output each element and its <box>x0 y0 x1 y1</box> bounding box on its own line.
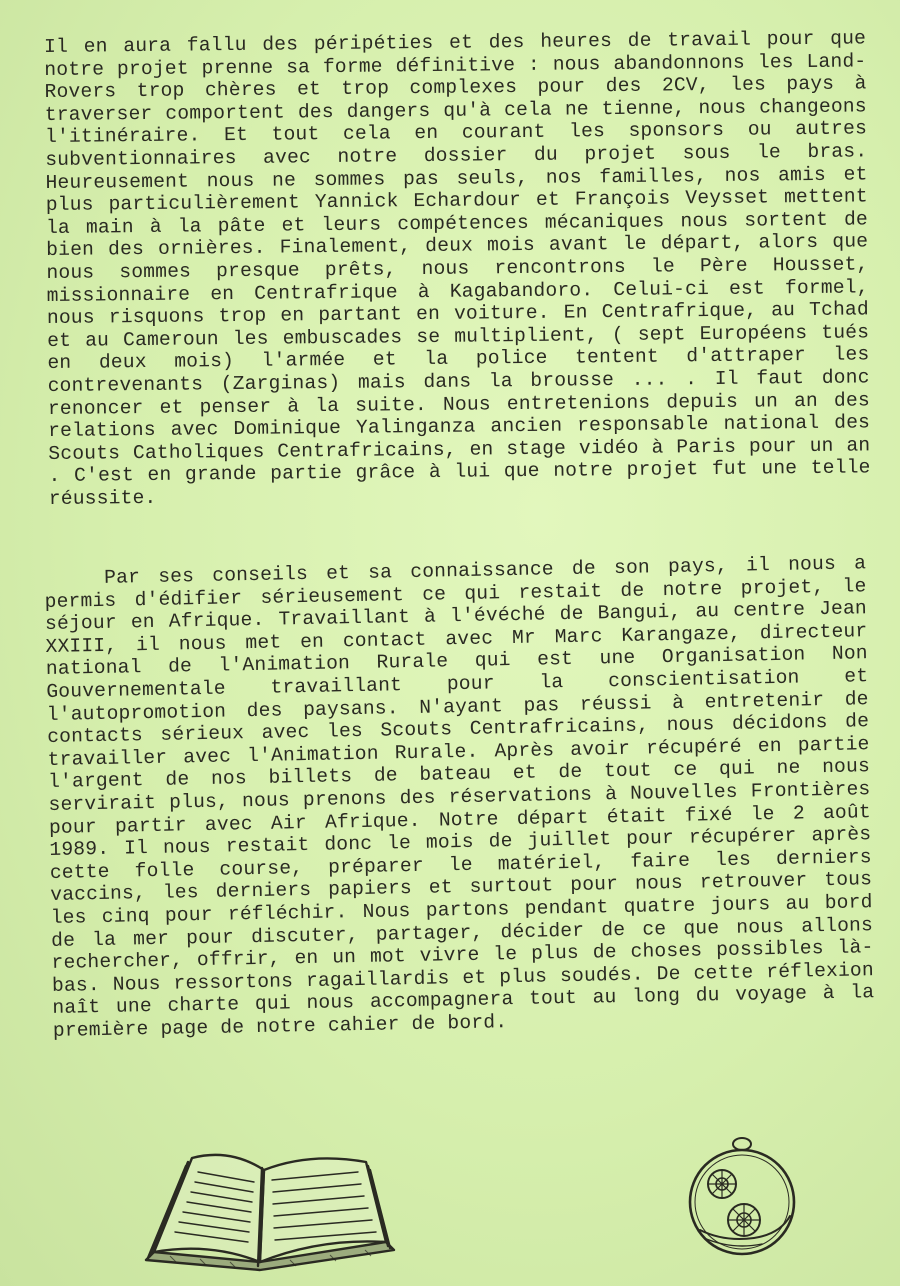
paragraph-2: Par ses conseils et sa connaissance de son pays, il nous a permis d'édifier sérieusement ce qui restait de notre projet, le séjour en Afrique. Travaillant à l'évéché de Bangui, au centre Jean XXIII, il nous met en contact avec Mr Marc Karangaze, directeur national de l'Animation Rurale qui est une Organisation Non Gouvernementale travaillant pour la conscientisation et l'autopromotion des paysans. N'ayant pas réussi à entretenir de contacts sérieux avec les Scouts Centrafricains, nous décidons de travailler avec l'Animation Rurale. Après avoir récupéré en partie l'argent de nos billets de bateau et de tout ce qui ne nous servirait plus, nous prenons des réservations à Nouvelles Frontières pour partir avec Air Afrique. Notre départ était fixé le 2 août 1989. Il nous restait donc le mois de juillet pour récupérer après cette folle course, préparer le matériel, faire les derniers vaccins, les derniers papiers et surtout pour nous retrouver tous les cinq pour réfléchir. Nous partons pendant quatre jours au bord de la mer pour discuter, partager, décider de ce que nous allons rechercher, offrir, en un mot vivre le plus de choses possibles là-bas. Nous ressortons ragaillardis et plus soudés. De cette réflexion naît une charte qui nous accompagnera tout au long du voyage à la première page de notre cahier de bord. <box>44 552 875 1042</box>
open-book-icon <box>140 1142 400 1276</box>
medallion-icon <box>684 1134 800 1258</box>
paragraph-1: Il en aura fallu des péripéties et des heures de travail pour que notre projet prenne sa forme définitive : nous abandonnons les Land-Rovers trop chères et trop complexes pour des 2CV, les pays à traverser comportent des dangers qu'à cela ne tienne, nous changeons l'itinéraire. Et tout cela en courant les sponsors ou autres subventionnaires avec notre dossier du projet sous le bras. Heureusement nous ne sommes pas seuls, nos familles, nos amis et plus particulièrement Yannick Echardour et François Veysset mettent la main à la pâte et leurs compétences mécaniques nous sortent de bien des ornières. Finalement, deux mois avant le départ, alors que nous sommes presque prêts, nous rencontrons le Père Housset, missionnaire en Centrafrique à Kagabandoro. Celui-ci est formel, nous risquons trop en partant en voiture. En Centrafrique, au Tchad et au Cameroun les embuscades se multiplient, ( sept Européens tués en deux mois) l'armée et la police tentent d'attraper les contrevenants (Zarginas) mais dans la brousse ... . Il faut donc renoncer et penser à la suite. Nous entretenions depuis un an des relations avec Dominique Yalinganza ancien responsable national des Scouts Catholiques Centrafricains, en stage vidéo à Paris pour un an . C'est en grande partie grâce à lui que notre projet fut une telle réussite. <box>44 27 871 510</box>
